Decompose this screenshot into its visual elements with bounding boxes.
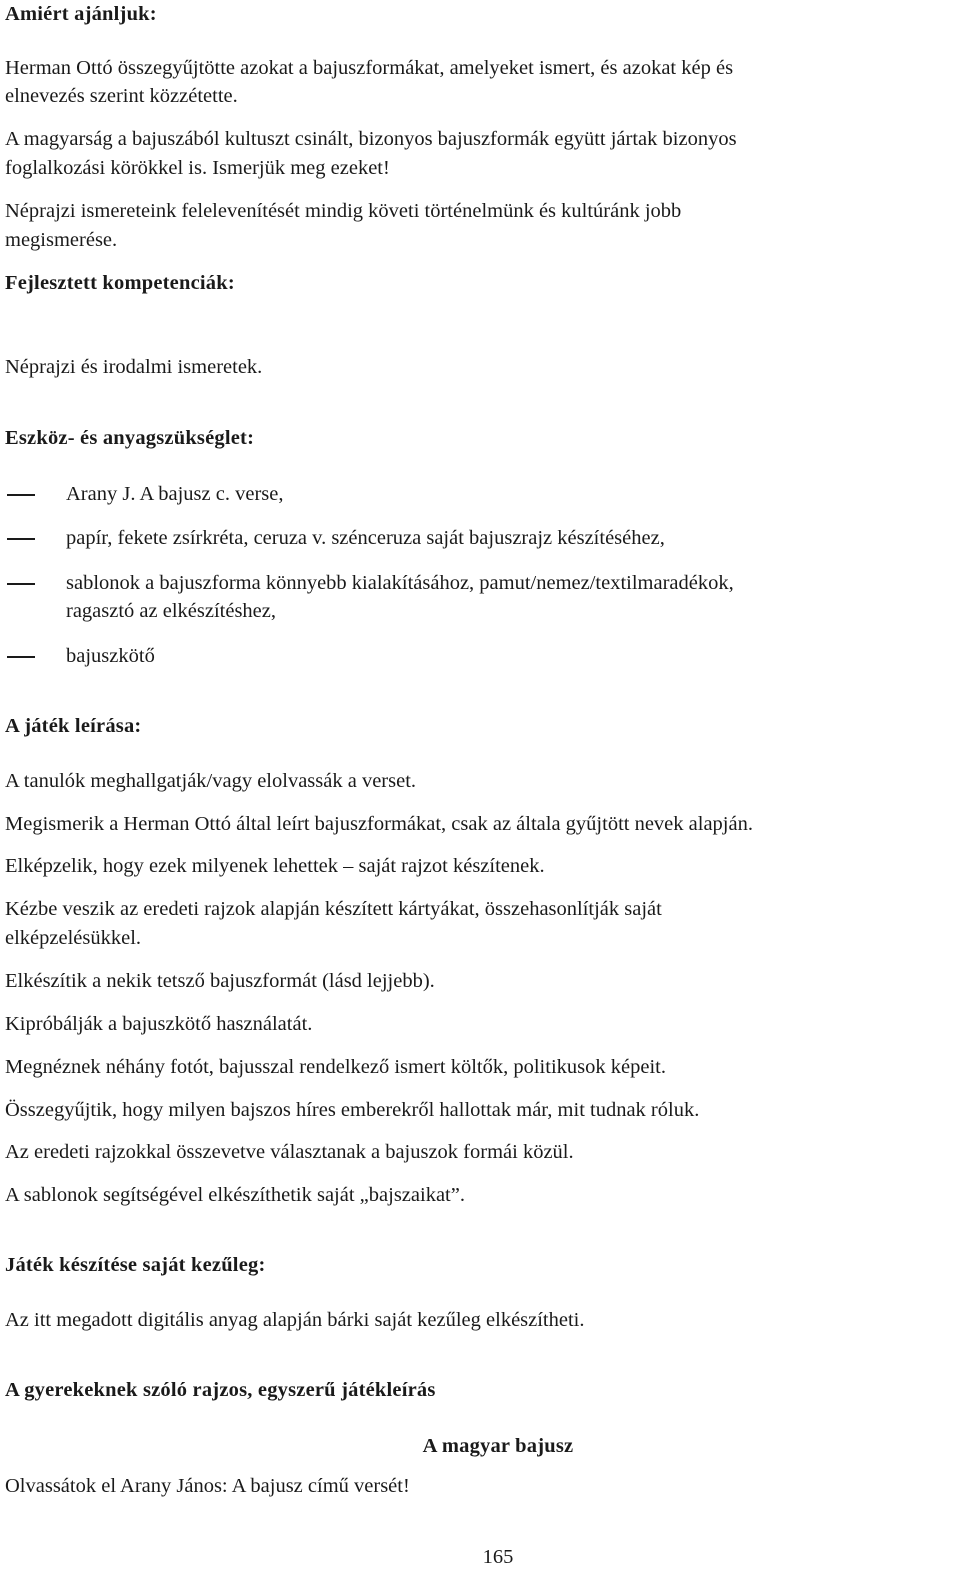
game-line: Kézbe veszik az eredeti rajzok alapján készített kártyákat, összehasonlítják saját	[5, 898, 662, 920]
heading-game-description: A játék leírása:	[5, 715, 142, 737]
list-item-text: sablonok a bajuszforma könnyebb kialakításához, pamut/nemez/textilmaradékok,	[66, 572, 734, 594]
list-item-text: bajuszkötő	[66, 645, 155, 667]
paragraph-line: Herman Ottó összegyűjtötte azokat a bajuszformákat, amelyeket ismert, és azokat kép és	[5, 57, 734, 79]
list-item-text: Arany J. A bajusz c. verse,	[66, 483, 284, 505]
game-line: elképzelésükkel.	[5, 927, 142, 949]
game-line: A sablonok segítségével elkészíthetik saját „bajszaikat”.	[5, 1184, 465, 1206]
diy-text: Az itt megadott digitális anyag alapján bárki saját kezűleg elkészítheti.	[5, 1309, 585, 1331]
heading-diy: Játék készítése saját kezűleg:	[5, 1254, 266, 1276]
list-item	[5, 524, 952, 552]
game-line: Kipróbálják a bajuszkötő használatát.	[5, 1013, 313, 1035]
kids-title: A magyar bajusz	[422, 1435, 574, 1457]
list-item	[5, 642, 952, 670]
heading-materials: Eszköz- és anyagszükséglet:	[5, 427, 255, 449]
heading-kids-description: A gyerekeknek szóló rajzos, egyszerű játékleírás	[5, 1379, 436, 1401]
game-line: A tanulók meghallgatják/vagy elolvassák a verset.	[5, 770, 417, 792]
game-line: Az eredeti rajzokkal összevetve választanak a bajuszok formái közül.	[5, 1141, 574, 1163]
list-item	[5, 569, 952, 625]
paragraph-line: Néprajzi ismereteink felelevenítését mindig követi történelmünk és kultúránk jobb	[5, 200, 682, 222]
paragraph-line: foglalkozási körökkel is. Ismerjük meg ezeket!	[5, 157, 390, 179]
competencies-text: Néprajzi és irodalmi ismeretek.	[5, 356, 263, 378]
game-line: Elképzelik, hogy ezek milyenek lehettek – saját rajzot készítenek.	[5, 855, 545, 877]
game-line: Összegyűjtik, hogy milyen bajszos híres emberekről hallottak már, mit tudnak róluk.	[5, 1099, 700, 1121]
game-line: Megnéznek néhány fotót, bajusszal rendelkező ismert költők, politikusok képeit.	[5, 1056, 666, 1078]
kids-text: Olvassátok el Arany János: A bajusz című versét!	[5, 1475, 410, 1497]
heading-competencies: Fejlesztett kompetenciák:	[5, 272, 235, 294]
heading-why-recommended: Amiért ajánljuk:	[5, 3, 157, 25]
list-item	[5, 480, 952, 508]
paragraph-line: elnevezés szerint közzétette.	[5, 85, 238, 107]
game-line: Elkészítik a nekik tetsző bajuszformát (lásd lejjebb).	[5, 970, 435, 992]
list-item-text: papír, fekete zsírkréta, ceruza v. szénceruza saját bajuszrajz készítéséhez,	[66, 527, 665, 549]
list-item-text-continuation: ragasztó az elkészítéshez,	[66, 600, 277, 622]
paragraph-line: A magyarság a bajuszából kultuszt csinált, bizonyos bajuszformák együtt jártak bizonyos	[5, 128, 737, 150]
paragraph-line: megismerése.	[5, 229, 118, 251]
page-number: 165	[482, 1546, 514, 1568]
game-line: Megismerik a Herman Ottó által leírt bajuszformákat, csak az általa gyűjtött nevek alapján.	[5, 813, 753, 835]
